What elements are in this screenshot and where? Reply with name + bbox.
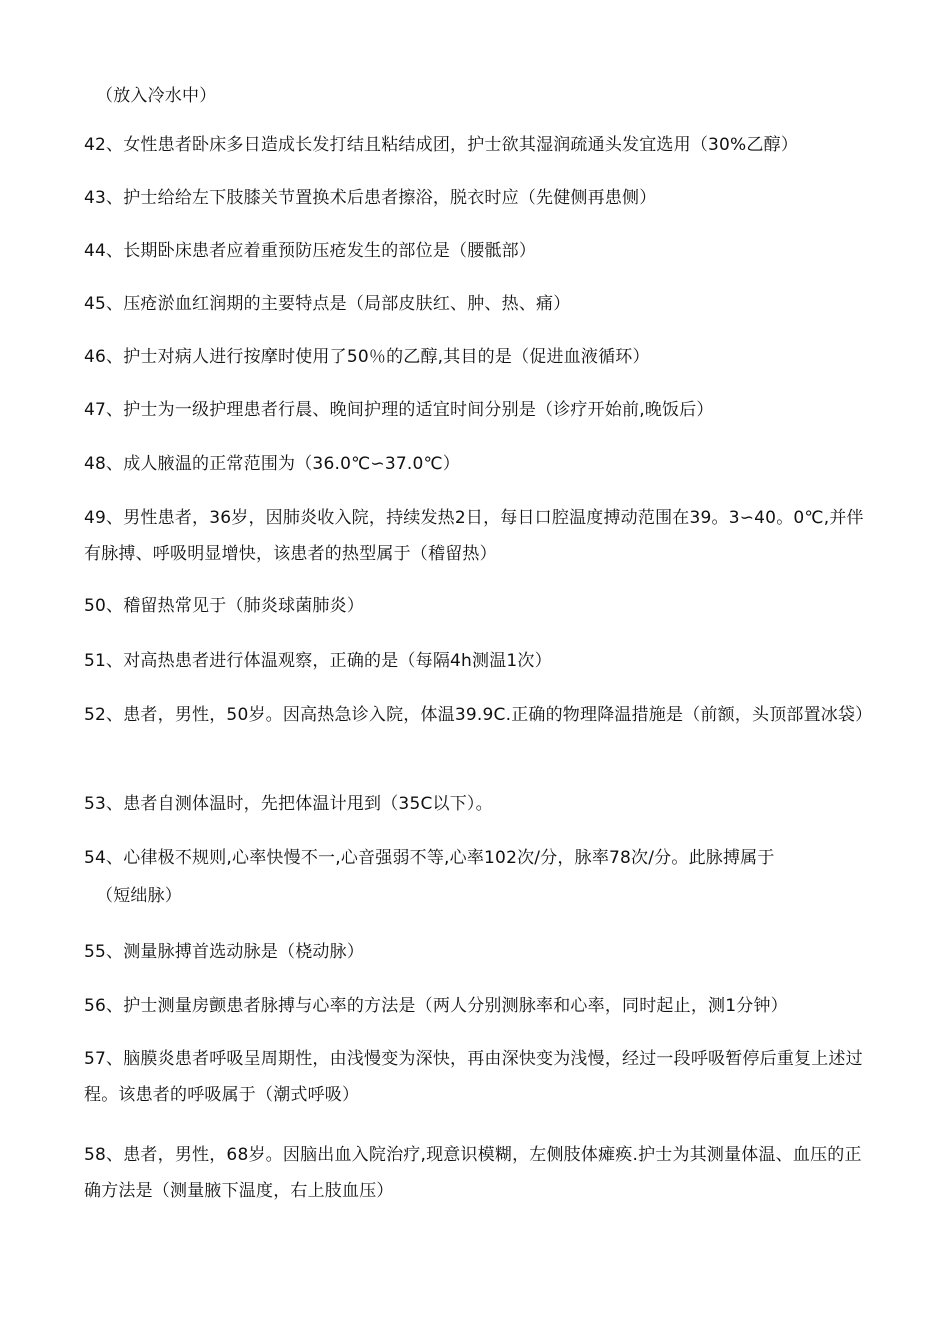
question-54: 54、心律极不规则,心率快慢不一,心音强弱不等,心率102次/分，脉率78次/分。此脉搏属于 — [84, 848, 775, 868]
question-57: 57、脑膜炎患者呼吸呈周期性，由浅慢变为深快，再由深快变为浅慢，经过一段呼吸暂停后重复上述过程。该患者的呼吸属于（潮式呼吸） — [84, 1049, 863, 1105]
question-53: 53、患者自测体温时，先把体温计甩到（35C以下）。 — [84, 794, 493, 814]
question-52: 52、患者，男性，50岁。因高热急诊入院，体温39.9C.正确的物理降温措施是（前额，头顶部置冰袋） — [84, 705, 873, 725]
question-46: 46、护士对病人进行按摩时使用了50％的乙醇,其目的是（促进血液循环） — [84, 347, 650, 367]
question-56: 56、护士测量房颤患者脉搏与心率的方法是（两人分别测脉率和心率，同时起止，测1分钟） — [84, 996, 788, 1016]
question-45: 45、压疮淤血红润期的主要特点是（局部皮肤红、肿、热、痛） — [84, 294, 571, 314]
question-54-answer: （短绌脉） — [96, 886, 182, 906]
question-55: 55、测量脉搏首选动脉是（桡动脉） — [84, 942, 365, 962]
question-51: 51、对高热患者进行体温观察，正确的是（每隔4h测温1次） — [84, 651, 552, 671]
question-42: 42、女性患者卧床多日造成长发打结且粘结成团，护士欲其湿润疏通头发宜选用（30%乙醇） — [84, 135, 799, 155]
question-50: 50、稽留热常见于（肺炎球菌肺炎） — [84, 596, 365, 616]
question-41-answer-tail: （放入冷水中） — [96, 86, 217, 106]
question-47: 47、护士为一级护理患者行晨、晚间护理的适宜时间分别是（诊疗开始前,晚饭后） — [84, 400, 714, 420]
question-43: 43、护士给给左下肢膝关节置换术后患者擦浴，脱衣时应（先健侧再患侧） — [84, 188, 657, 208]
question-44: 44、长期卧床患者应着重预防压疮发生的部位是（腰骶部） — [84, 241, 537, 261]
question-48: 48、成人腋温的正常范围为（36.0℃∽37.0℃） — [84, 454, 460, 474]
question-49: 49、男性患者，36岁，因肺炎收入院，持续发热2日，每日口腔温度搏动范围在39。3∽40。0℃,并伴有脉搏、呼吸明显增快，该患者的热型属于（稽留热） — [84, 508, 864, 564]
question-58: 58、患者，男性，68岁。因脑出血入院治疗,现意识模糊，左侧肢体瘫痪.护士为其测量体温、血压的正确方法是（测量腋下温度，右上肢血压） — [84, 1145, 862, 1201]
